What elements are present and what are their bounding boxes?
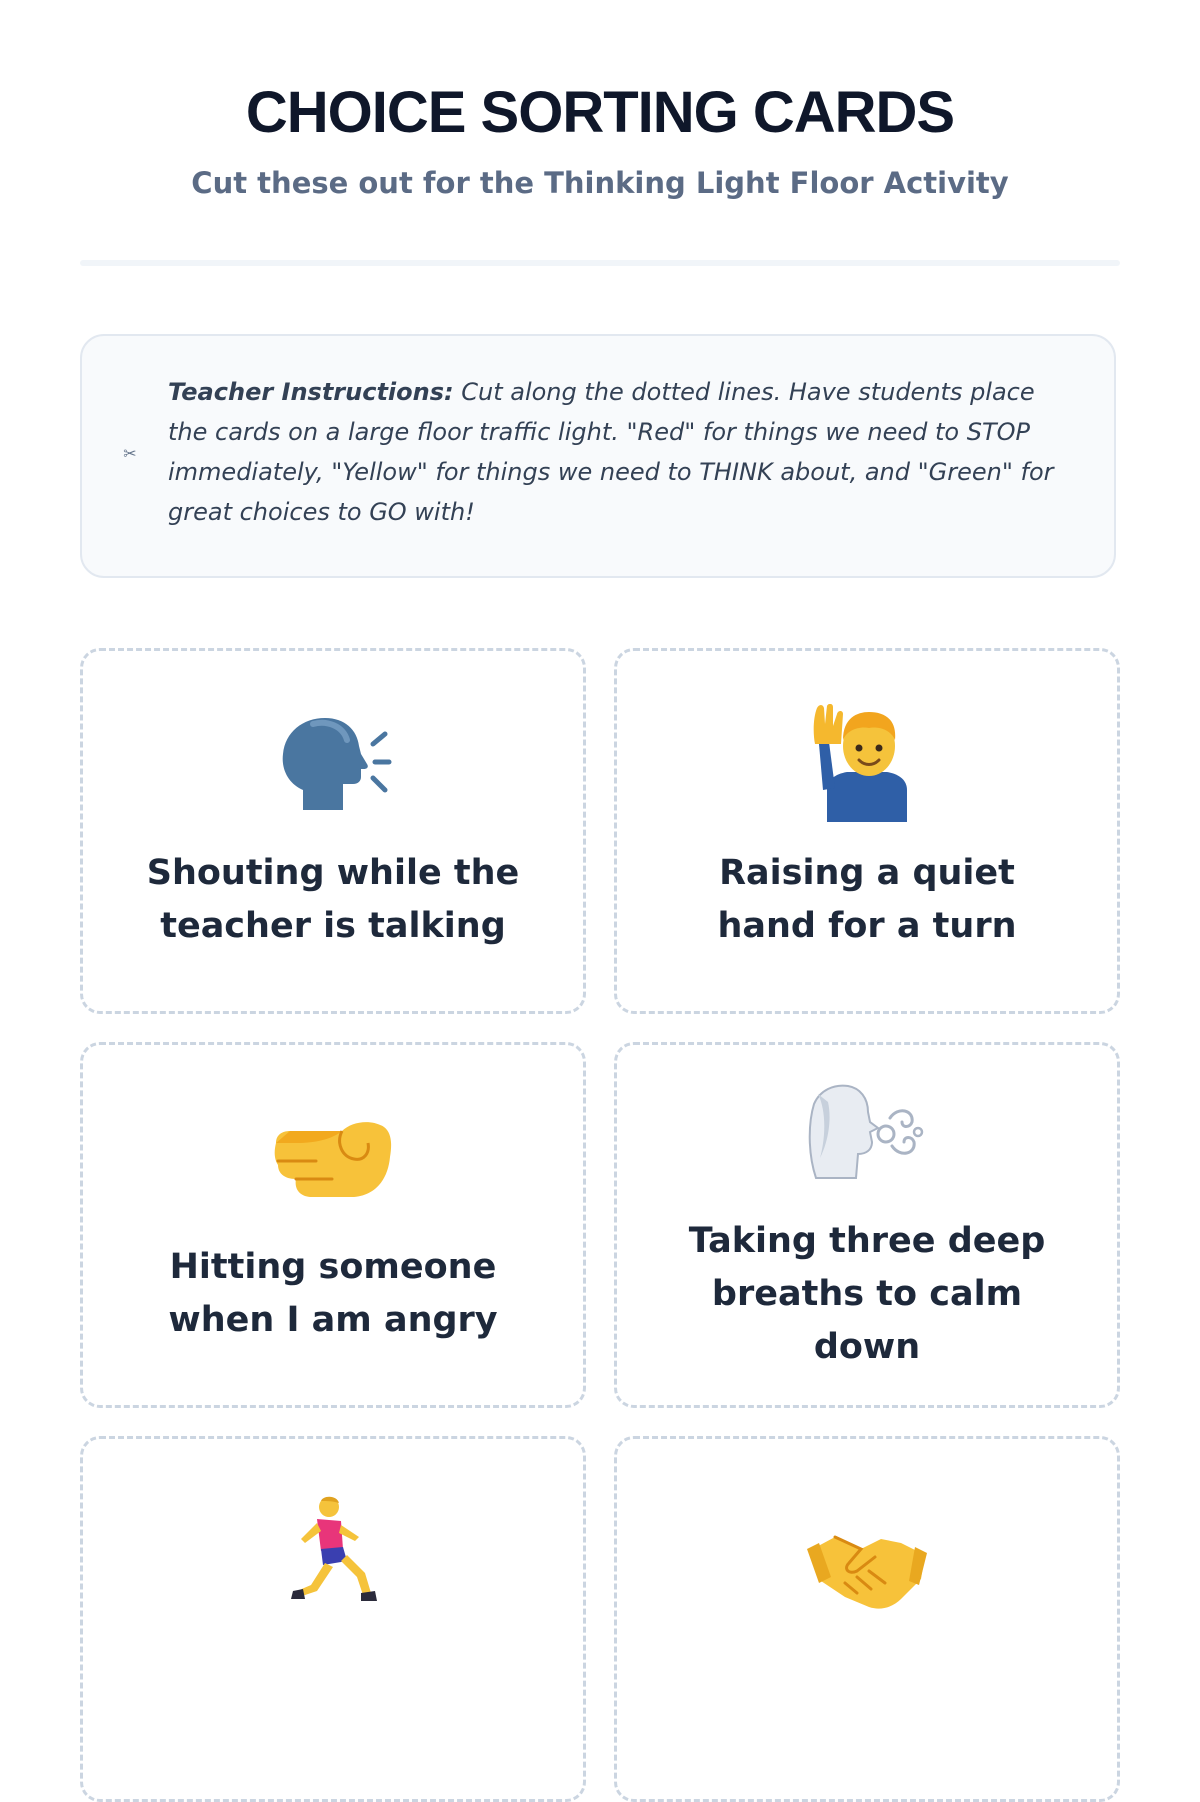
card-label: Hitting someone when I am angry	[168, 1247, 498, 1340]
page-subtitle: Cut these out for the Thinking Light Floor Activity	[191, 166, 1009, 200]
choice-card[interactable]	[614, 1436, 1120, 1802]
card-label: Shouting while the teacher is talking	[146, 853, 520, 946]
choice-card[interactable]	[614, 648, 1120, 1014]
card-label: Taking three deep breaths to calm down	[688, 1220, 1046, 1367]
scissors-icon: ✂	[123, 444, 137, 463]
instructions-label: Teacher Instructions:	[168, 378, 454, 406]
choice-card[interactable]	[80, 648, 586, 1014]
header-divider	[80, 260, 1120, 266]
raising-hand-icon	[802, 709, 932, 819]
fist-icon	[268, 1103, 398, 1213]
choice-card[interactable]	[80, 1042, 586, 1408]
blowing-face-icon	[802, 1077, 932, 1187]
page-title: CHOICE SORTING CARDS	[245, 80, 955, 145]
instructions-text	[168, 372, 1058, 532]
choice-card[interactable]	[80, 1436, 586, 1802]
teacher-instructions-box	[80, 334, 1116, 578]
handshake-icon	[802, 1517, 932, 1627]
instructions-body: Cut along the dotted lines. Have students place the cards on a large floor traffic light. "Red" for things we need to STOP immediately, "Yellow" for things we need to THINK about, and "Green" for great choices to GO with!	[168, 378, 1054, 526]
speaking-head-icon	[268, 709, 398, 819]
running-person-icon	[268, 1495, 398, 1605]
choice-card[interactable]	[614, 1042, 1120, 1408]
card-label: Raising a quiet hand for a turn	[717, 853, 1017, 946]
